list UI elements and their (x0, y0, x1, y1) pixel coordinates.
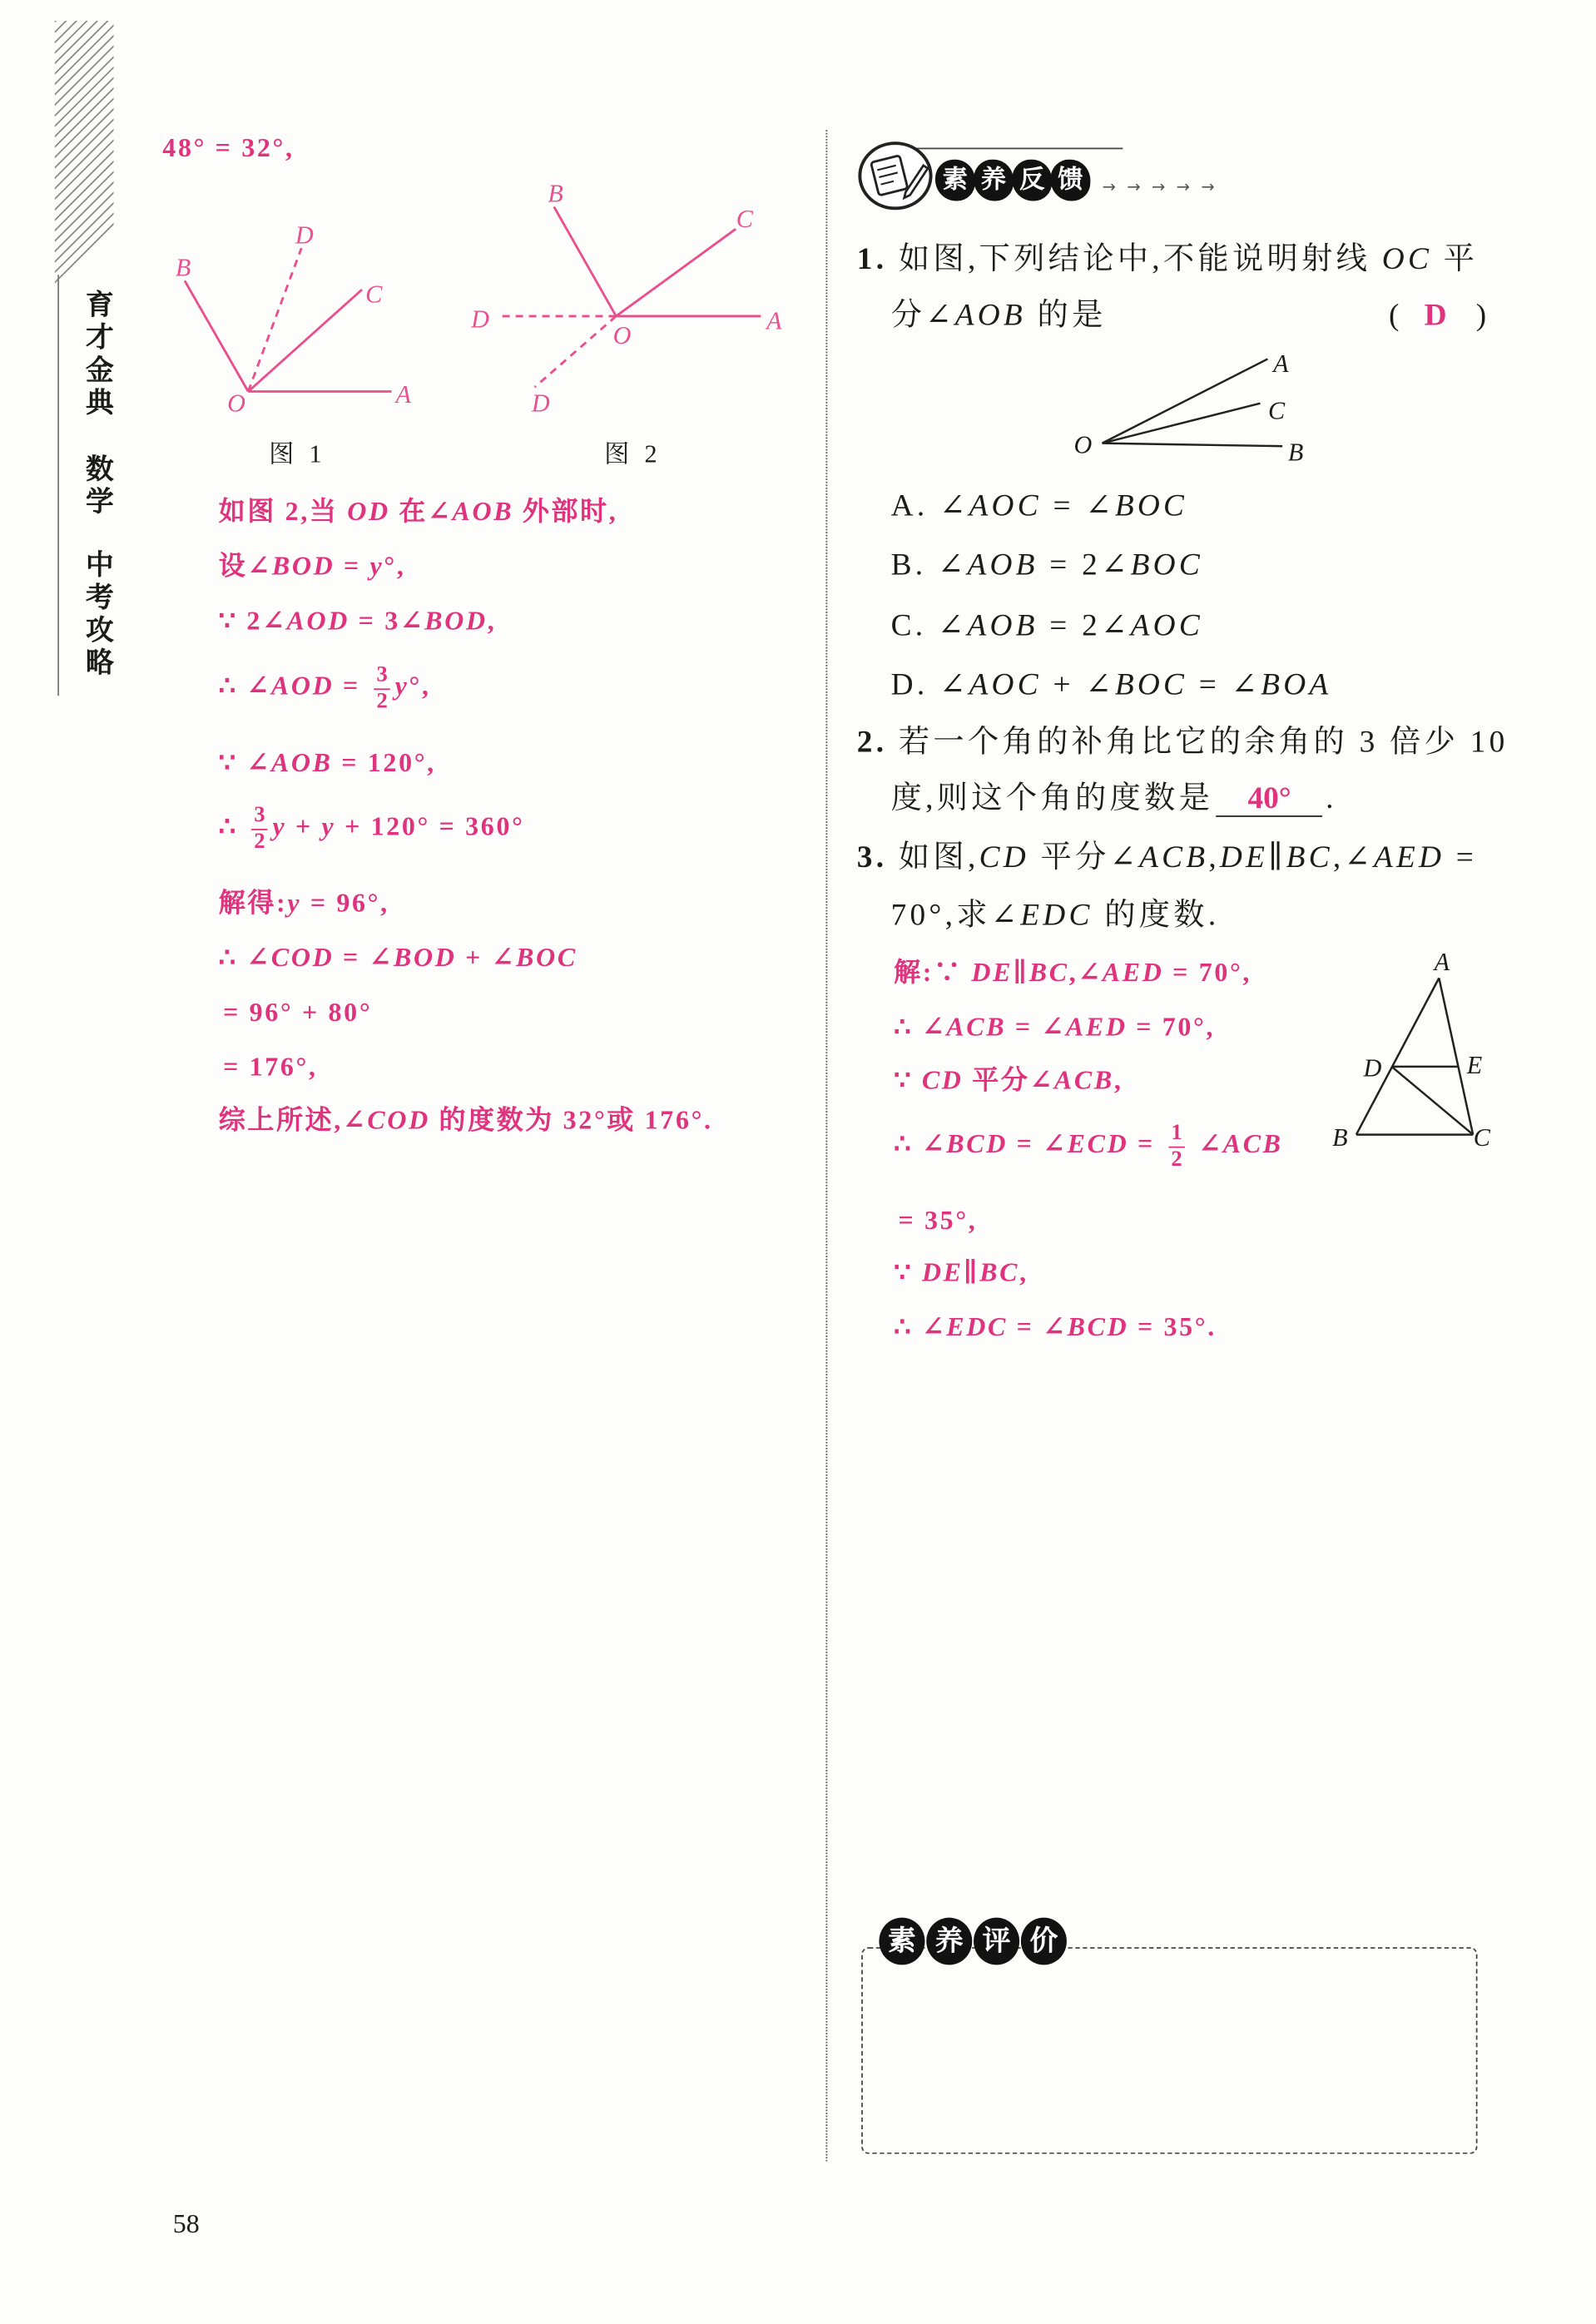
text-run: = (1445, 839, 1478, 875)
text-run: = 70°, (1127, 1012, 1216, 1042)
label-c: C (1473, 1123, 1490, 1152)
fraction-denominator: 2 (374, 688, 390, 713)
text-run: 解:∵ (894, 957, 972, 988)
q3-solution-line (899, 1202, 978, 1238)
text-run: = (1128, 1128, 1164, 1159)
math-variable: ECD (1067, 1128, 1129, 1159)
ray-ob (185, 280, 248, 391)
text-run: 综上所述,∠ (218, 1105, 368, 1135)
text-run: 如图, (887, 839, 979, 875)
q3-solution-line (894, 1254, 1028, 1290)
math-variable: CD (921, 1065, 964, 1095)
label-a: A (766, 306, 782, 335)
figure-1-caption: 图 1 (269, 440, 326, 468)
solution-conclusion (219, 1103, 713, 1138)
math-variable: AOD (270, 671, 335, 701)
text-run: ∵ (894, 1065, 922, 1095)
text-run: B. ∠ (890, 546, 968, 582)
text-run: + (286, 810, 322, 841)
figure-2-caption: 图 2 (604, 440, 662, 468)
text-run: ∴ ∠ (894, 1128, 947, 1159)
math-variable: y (287, 888, 302, 918)
fraction-denominator: 2 (1168, 1147, 1185, 1172)
text-run: ∥ (1268, 839, 1286, 875)
text-run: 分∠ (890, 296, 955, 333)
title-char: 素 (879, 1918, 924, 1965)
math-variable: BCD (946, 1128, 1009, 1159)
label-b: B (175, 253, 191, 282)
question-3-text (891, 894, 1220, 935)
text-run: , (1208, 839, 1220, 875)
math-variable: y (369, 551, 384, 581)
evaluation-section-title (879, 1918, 1068, 1965)
text-run: 解得: (218, 888, 288, 918)
math-variable: DE (971, 957, 1014, 988)
label-o: O (227, 389, 245, 418)
math-variable: AED (1373, 839, 1445, 875)
math-variable: AOD (286, 605, 350, 636)
label-c: C (365, 280, 383, 309)
math-variable: BC (1286, 839, 1333, 875)
label-c: C (1267, 396, 1286, 425)
header-arrows: → → → → → (1102, 177, 1218, 197)
math-variable: BOD (424, 605, 488, 636)
label-c: C (736, 204, 753, 233)
feedback-emblem-icon (855, 133, 938, 213)
fraction (1168, 1122, 1185, 1172)
text-run: = 35°. (1128, 1311, 1217, 1342)
option-d (891, 663, 1332, 705)
question-1-answer: D (1424, 296, 1450, 333)
text-run: = 2∠ (1038, 607, 1131, 643)
margin-hatch-decoration (55, 21, 114, 284)
fraction-numerator: 1 (1171, 1121, 1182, 1146)
margin-rule (57, 275, 59, 696)
label-d: D (295, 221, 314, 250)
text-run: = 176°, (223, 1052, 318, 1082)
ray-ob (554, 207, 617, 316)
text-run: = 96° + 80° (223, 997, 373, 1027)
title-char: 养 (974, 160, 1014, 201)
text-run: 的是 (1025, 296, 1107, 333)
carry-over-line (162, 130, 294, 166)
title-char: 评 (974, 1918, 1019, 1965)
math-variable: AOC (969, 487, 1042, 523)
answer-blank: 40° (1217, 780, 1323, 816)
question-3-triangle-figure (1322, 945, 1499, 1159)
math-variable: y (272, 810, 287, 841)
solution-line (223, 994, 372, 1030)
sidebar-subject: 数学 (81, 453, 114, 519)
text-run: = ∠ (1041, 487, 1115, 523)
label-b: B (1287, 438, 1304, 467)
text-run: = 3∠ (349, 605, 425, 636)
option-b (891, 543, 1203, 585)
title-char: 价 (1021, 1918, 1067, 1965)
q3-solution-line (894, 1063, 1123, 1098)
q3-solution-line (894, 1009, 1215, 1045)
text-run: ∵ (894, 1256, 922, 1287)
question-1-text (891, 294, 1107, 335)
math-variable: BC (1028, 957, 1069, 988)
math-variable: AED (1065, 1012, 1128, 1042)
math-variable: y (321, 810, 336, 841)
math-variable: BCD (1067, 1311, 1129, 1342)
math-variable: ACB (1139, 839, 1209, 875)
text-run: ∴ ∠ (218, 671, 271, 701)
text-run: 平 (1432, 240, 1479, 277)
math-variable: BOA (1261, 666, 1332, 702)
math-variable: OC (1381, 240, 1433, 277)
solution-line (219, 663, 431, 713)
fraction (374, 663, 390, 713)
ray-oc (248, 290, 362, 392)
title-char: 养 (926, 1918, 972, 1965)
label-e: E (1466, 1051, 1483, 1080)
text-run: + 120° = 360° (335, 810, 525, 841)
math-variable: BOC (1114, 666, 1188, 702)
math-variable: OD (347, 496, 390, 527)
label-d: D (1363, 1053, 1382, 1083)
text-run: 如图,下列结论中,不能说明射线 (887, 240, 1382, 277)
text-run: 度,则这个角的度数是 (890, 780, 1214, 816)
text-run: + ∠ (456, 942, 517, 973)
math-variable: ACB (1053, 1065, 1114, 1095)
label-d-lower: D (531, 389, 550, 418)
text-run: = 120°, (332, 747, 436, 777)
feedback-section-title (935, 160, 1089, 201)
ray-od-lower (535, 316, 617, 387)
math-variable: BOC (516, 942, 577, 973)
sidebar-series-title: 育才金典 (81, 289, 114, 420)
text-run: C. ∠ (890, 607, 968, 643)
ray-ob (1103, 443, 1283, 447)
math-variable: COD (367, 1105, 430, 1135)
text-run: = ∠ (1187, 666, 1261, 702)
sidebar-book-title: 中考攻略 (81, 549, 114, 680)
text-run: . (1326, 780, 1337, 816)
solution-line (219, 804, 525, 854)
math-variable: AOC (969, 666, 1042, 702)
title-char: 素 (935, 160, 975, 201)
math-variable: AOB (967, 607, 1038, 643)
label-d-left: D (471, 305, 489, 334)
text-run: = ∠ (1008, 1128, 1068, 1159)
q3-solution-line (894, 954, 1252, 990)
title-char: 馈 (1050, 160, 1090, 201)
math-variable: DE (921, 1256, 964, 1287)
math-variable: BOD (394, 942, 457, 973)
math-variable: EDC (1020, 896, 1093, 933)
ray-oc (1103, 404, 1261, 443)
solution-line (219, 548, 406, 584)
math-variable: AOB (270, 747, 333, 777)
fraction-numerator: 3 (376, 663, 388, 687)
text-run: 的度数. (1093, 896, 1220, 933)
math-variable: y (394, 671, 409, 701)
label-a: A (1273, 349, 1289, 378)
label-a: A (1434, 947, 1450, 976)
text-run: = ∠ (1006, 1012, 1066, 1042)
text-run: 70°,求∠ (890, 896, 1021, 933)
text-run: ∴ ∠ (894, 1311, 947, 1342)
answer-paren-open: ( (1388, 296, 1403, 333)
text-run: 设∠ (218, 551, 272, 581)
text-run: , (487, 605, 497, 636)
math-variable: BC (979, 1256, 1020, 1287)
math-variable: AOB (967, 546, 1038, 582)
text-run: A. ∠ (890, 487, 969, 523)
question-3-text (857, 836, 1477, 878)
text-run: = (334, 671, 369, 701)
column-divider (826, 130, 828, 2161)
figure-1 (162, 214, 429, 421)
ray-oa (1103, 359, 1268, 443)
question-number: 1. (856, 240, 888, 277)
text-run: = ∠ (334, 942, 394, 973)
math-variable: CD (979, 839, 1029, 875)
math-variable: AOB (452, 496, 514, 527)
solution-line (219, 885, 389, 921)
math-variable: BOD (271, 551, 335, 581)
math-variable: ACB (946, 1012, 1007, 1042)
page-number: 58 (172, 2208, 200, 2238)
text-run: ,∠ (1068, 957, 1103, 988)
solution-line (219, 602, 497, 638)
question-2-text (891, 777, 1337, 819)
text-run: = (335, 551, 370, 581)
evaluation-box (861, 1947, 1477, 2154)
text-run: °, (384, 551, 406, 581)
math-variable: AED (1102, 957, 1164, 988)
question-number: 2. (856, 723, 888, 760)
ray-od (248, 248, 301, 391)
text-run: °, (409, 671, 431, 701)
text-run: = ∠ (1008, 1311, 1068, 1342)
text-run: 在∠ (389, 496, 453, 527)
option-c (891, 604, 1203, 646)
text-run: 外部时, (513, 496, 618, 527)
text-run: 平分∠ (963, 1065, 1054, 1095)
label-a: A (395, 380, 411, 409)
text-run: ∵ ∠ (218, 747, 271, 777)
solution-line (223, 1049, 318, 1085)
text-run: ∥ (1013, 957, 1029, 988)
q3-solution-line (894, 1122, 1283, 1172)
text-run: 的度数为 32°或 176°. (429, 1105, 713, 1135)
text-run: = 35°, (898, 1205, 978, 1236)
solution-line (219, 745, 436, 780)
math-variable: BOC (1114, 487, 1188, 523)
text-run: 如图 2,当 (218, 496, 348, 527)
text-run: ∴ ∠ (894, 1012, 947, 1042)
fraction-denominator: 2 (251, 829, 268, 854)
math-variable: AOB (954, 296, 1026, 333)
text-run: + ∠ (1041, 666, 1115, 702)
question-1-figure (1063, 339, 1315, 469)
figure-2 (458, 175, 797, 422)
math-variable: COD (270, 942, 335, 973)
fraction-numerator: 3 (254, 803, 265, 828)
solution-line (219, 939, 577, 975)
text-run: 若一个角的补角比它的余角的 3 倍少 10 (887, 723, 1509, 760)
question-1-text (857, 238, 1478, 280)
title-char: 反 (1012, 160, 1052, 201)
text-run: = 2∠ (1038, 546, 1131, 582)
text-run: ∵ 2∠ (218, 605, 287, 636)
q3-solution-conclusion (894, 1309, 1217, 1345)
math-variable: ACB (1222, 1128, 1283, 1159)
text-run: 平分∠ (1028, 839, 1140, 875)
header-rule (913, 148, 1123, 150)
solution-line (219, 493, 618, 529)
label-b: B (548, 179, 563, 208)
text-run: = 70°, (1163, 957, 1252, 988)
label-o: O (1073, 430, 1093, 459)
text-run: ∴ (218, 810, 247, 841)
option-a (891, 484, 1188, 526)
fraction (251, 804, 268, 854)
text-run: ∴ ∠ (218, 942, 271, 973)
text-run: ∥ (963, 1256, 980, 1287)
math-variable: EDC (946, 1311, 1009, 1342)
math-variable: DE (1219, 839, 1269, 875)
math-variable: AOC (1130, 607, 1203, 643)
text-run: , (1113, 1065, 1123, 1095)
text-run: D. ∠ (890, 666, 969, 702)
text-run: ∠ (1189, 1128, 1223, 1159)
answer-paren-close: ) (1475, 296, 1490, 333)
question-number: 3. (856, 839, 888, 875)
text-run: , (1019, 1256, 1028, 1287)
label-b: B (1332, 1123, 1348, 1152)
question-2-text (857, 721, 1509, 762)
text-run: 48° = 32°, (162, 132, 295, 163)
math-variable: BOC (1130, 546, 1203, 582)
label-o: O (612, 321, 632, 350)
ray-oc (616, 229, 736, 316)
text-run: = 96°, (301, 888, 389, 918)
text-run: ,∠ (1332, 839, 1374, 875)
